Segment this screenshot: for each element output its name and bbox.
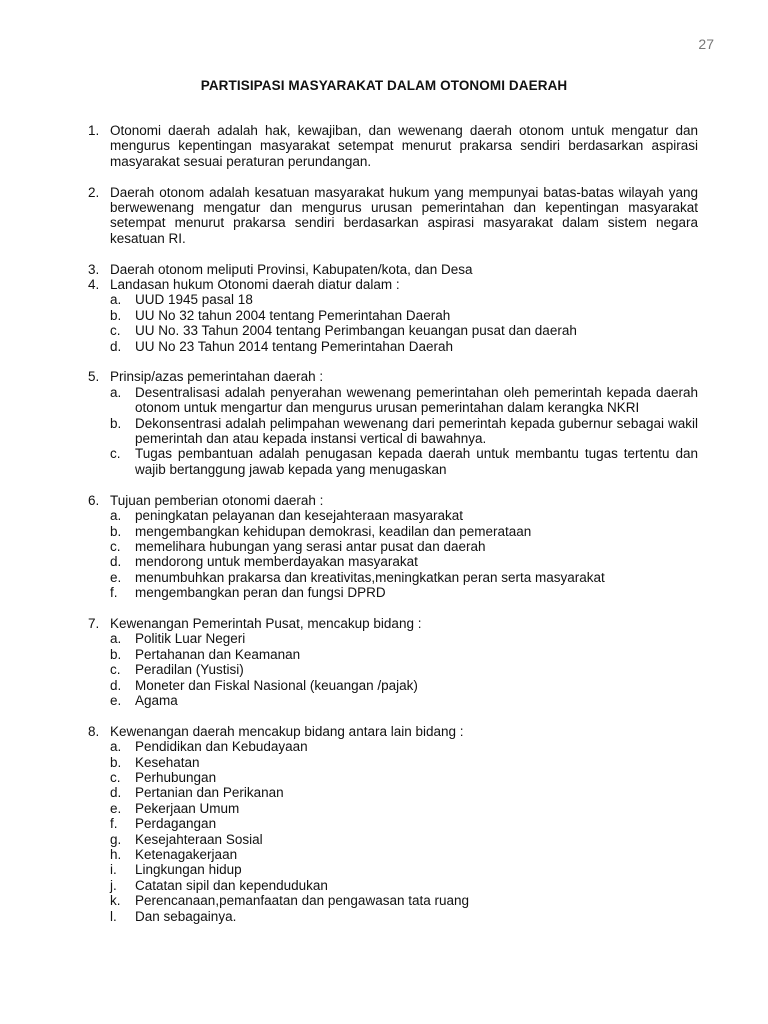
list-item-number: 8.: [88, 723, 100, 739]
sub-list-item: [88, 847, 698, 862]
sub-list-item: [88, 662, 698, 677]
sub-list-item-letter: c.: [110, 662, 121, 678]
sub-list-item-text: Moneter dan Fiskal Nasional (keuangan /pajak): [135, 677, 418, 693]
list-item: [88, 185, 698, 247]
sub-list-item-text: menumbuhkan prakarsa dan kreativitas,meningkatkan peran serta masyarakat: [135, 569, 605, 585]
sub-list-item-text: UU No 32 tahun 2004 tentang Pemerintahan Daerah: [135, 307, 451, 323]
sub-list-item-letter: j.: [110, 877, 117, 893]
sub-list-item: [88, 446, 698, 477]
sub-list-item-text: UUD 1945 pasal 18: [135, 292, 253, 308]
sub-list-item-text: Dekonsentrasi adalah pelimpahan wewenang dari pemerintah kepada gubernur sebagai wakil pemerintah dan atau kepada instansi vertical di bawahnya.: [135, 415, 698, 447]
sub-list-item-text: Tugas pembantuan adalah penugasan kepada daerah untuk membantu tugas tertentu dan wajib bertanggung jawab kepada yang menugaskan: [135, 446, 698, 477]
sub-list-item-letter: a.: [110, 508, 122, 524]
sub-list-item: [88, 554, 698, 569]
sub-list-item: [88, 909, 698, 924]
sub-list-item: [88, 862, 698, 877]
sub-list-item: [88, 323, 698, 338]
sub-list-item-letter: l.: [110, 908, 117, 924]
sub-list-item-letter: c.: [110, 446, 121, 462]
list-item-text: Tujuan pemberian otonomi daerah :: [110, 492, 324, 508]
sub-list-item-text: Pendidikan dan Kebudayaan: [135, 739, 308, 755]
sub-list-item: [88, 647, 698, 662]
list-item-text: Landasan hukum Otonomi daerah diatur dalam :: [110, 277, 400, 293]
sub-list-item-text: peningkatan pelayanan dan kesejahteraan masyarakat: [135, 508, 463, 524]
sub-list-item-letter: a.: [110, 739, 122, 755]
sub-list-item-text: Desentralisasi adalah penyerahan wewenang pemerintahan oleh pemerintah kepada daerah otonom untuk mengartur dan mengurus urusan pemerintahan dalam kerangka NKRI: [135, 384, 698, 416]
sub-list-item-text: Agama: [135, 692, 178, 708]
sub-list-item-letter: d.: [110, 554, 122, 570]
sub-list-item-letter: g.: [110, 831, 122, 847]
sub-list-item-text: Pertanian dan Perikanan: [135, 785, 284, 801]
sub-list-item-letter: c.: [110, 323, 121, 339]
sub-list-item-letter: b.: [110, 754, 122, 770]
document-title: PARTISIPASI MASYARAKAT DALAM OTONOMI DAERAH: [200, 78, 568, 93]
sub-list-item: [88, 816, 698, 831]
sub-list-item-letter: b.: [110, 415, 122, 431]
sub-list-item-text: mengembangkan kehidupan demokrasi, keadilan dan pemerataan: [135, 523, 532, 539]
list-item-text: Kewenangan daerah mencakup bidang antara lain bidang :: [110, 723, 464, 739]
sub-list-item-text: Lingkungan hidup: [135, 862, 242, 878]
sub-list-item: [88, 508, 698, 523]
list-item-number: 1.: [88, 123, 100, 138]
sub-list-item: [88, 878, 698, 893]
list-item-number: 7.: [88, 615, 100, 631]
sub-list-item-letter: a.: [110, 292, 122, 308]
sub-list-item-letter: b.: [110, 523, 122, 539]
sub-list-item: [88, 385, 698, 416]
sub-list-item: [88, 693, 698, 708]
list-item-text: Daerah otonom adalah kesatuan masyarakat hukum yang mempunyai batas-batas wilayah yang berwewenang mengatur dan mengurus urusan pemerintahan dan kepentingan masyarakat setempat menurut prakarsa sendiri berdasarkan aspirasi masyarakat dalam sistem negara kesatuan RI.: [110, 184, 698, 246]
sub-list-item-letter: h.: [110, 847, 122, 862]
sub-list-item-letter: b.: [110, 646, 122, 662]
sub-list-item-text: Pekerjaan Umum: [135, 800, 240, 816]
sub-list-item-text: Catatan sipil dan kependudukan: [135, 877, 328, 893]
sub-list-item-text: Kesejahteraan Sosial: [135, 831, 263, 847]
sub-list-item-letter: e.: [110, 692, 122, 708]
sub-list-item-text: Pertahanan dan Keamanan: [135, 646, 301, 662]
list-item: [88, 277, 698, 292]
sub-list-item-text: UU No. 33 Tahun 2004 tentang Perimbangan keuangan pusat dan daerah: [135, 323, 577, 339]
document-body: [88, 123, 698, 924]
sub-list-item: [88, 539, 698, 554]
sub-list-item-letter: c.: [110, 538, 121, 554]
list-item-text: Otonomi daerah adalah hak, kewajiban, dan wewenang daerah otonom untuk mengatur dan mengurus kepentingan masyarakat setempat menurut prakarsa sendiri berdasarkan aspirasi masyarakat sesuai peraturan perundangan.: [110, 123, 698, 169]
sub-list-item: [88, 308, 698, 323]
sub-list-item-text: Perdagangan: [135, 816, 217, 832]
sub-list-item-letter: a.: [110, 384, 122, 400]
sub-list-item-text: mendorong untuk memberdayakan masyarakat: [135, 554, 418, 570]
sub-list-item: [88, 755, 698, 770]
sub-list-item-text: Politik Luar Negeri: [135, 631, 246, 647]
sub-list-item-letter: a.: [110, 631, 122, 647]
sub-list-item: [88, 339, 698, 354]
list-item-text: Daerah otonom meliputi Provinsi, Kabupaten/kota, dan Desa: [110, 261, 473, 277]
list-item: [88, 262, 698, 277]
sub-list-item: [88, 785, 698, 800]
list-item: [88, 123, 698, 169]
sub-list-item: [88, 631, 698, 646]
sub-list-item-letter: f.: [110, 585, 118, 601]
sub-list-item-letter: d.: [110, 785, 122, 801]
sub-list-item-letter: d.: [110, 338, 122, 354]
list-item: [88, 493, 698, 508]
sub-list-item-text: UU No 23 Tahun 2014 tentang Pemerintahan Daerah: [135, 338, 453, 354]
sub-list-item-letter: b.: [110, 307, 122, 323]
sub-list-item: [88, 292, 698, 307]
sub-list-item: [88, 678, 698, 693]
sub-list-item: [88, 893, 698, 908]
list-item-number: 4.: [88, 277, 100, 293]
sub-list-item-letter: i.: [110, 862, 117, 878]
page-number: 27: [698, 36, 714, 52]
sub-list-item-text: Dan sebagainya.: [135, 908, 237, 924]
sub-list-item-text: memelihara hubungan yang serasi antar pusat dan daerah: [135, 538, 486, 554]
sub-list-item-text: Kesehatan: [135, 754, 200, 770]
sub-list-item-letter: f.: [110, 816, 118, 832]
sub-list-item: [88, 801, 698, 816]
sub-list-item: [88, 832, 698, 847]
list-item-number: 2.: [88, 184, 100, 200]
list-item: [88, 724, 698, 739]
list-item: [88, 616, 698, 631]
sub-list-item: [88, 770, 698, 785]
sub-list-item-letter: d.: [110, 677, 122, 693]
list-item-text: Prinsip/azas pemerintahan daerah :: [110, 369, 324, 385]
sub-list-item: [88, 585, 698, 600]
list-item: [88, 369, 698, 384]
sub-list-item-text: Perhubungan: [135, 769, 217, 785]
sub-list-item: [88, 739, 698, 754]
sub-list-item-text: mengembangkan peran dan fungsi DPRD: [135, 585, 386, 601]
sub-list-item-letter: e.: [110, 569, 122, 585]
list-item-text: Kewenangan Pemerintah Pusat, mencakup bidang :: [110, 615, 422, 631]
list-item-number: 6.: [88, 492, 100, 508]
sub-list-item-letter: c.: [110, 769, 121, 785]
list-item-number: 5.: [88, 369, 100, 385]
sub-list-item-text: Ketenagakerjaan: [135, 847, 238, 862]
sub-list-item-text: Perencanaan,pemanfaatan dan pengawasan tata ruang: [135, 893, 470, 909]
sub-list-item-letter: e.: [110, 800, 122, 816]
sub-list-item: [88, 524, 698, 539]
sub-list-item-text: Peradilan (Yustisi): [135, 662, 244, 678]
sub-list-item: [88, 570, 698, 585]
list-item-number: 3.: [88, 261, 100, 277]
sub-list-item-letter: k.: [110, 893, 121, 909]
sub-list-item: [88, 416, 698, 447]
